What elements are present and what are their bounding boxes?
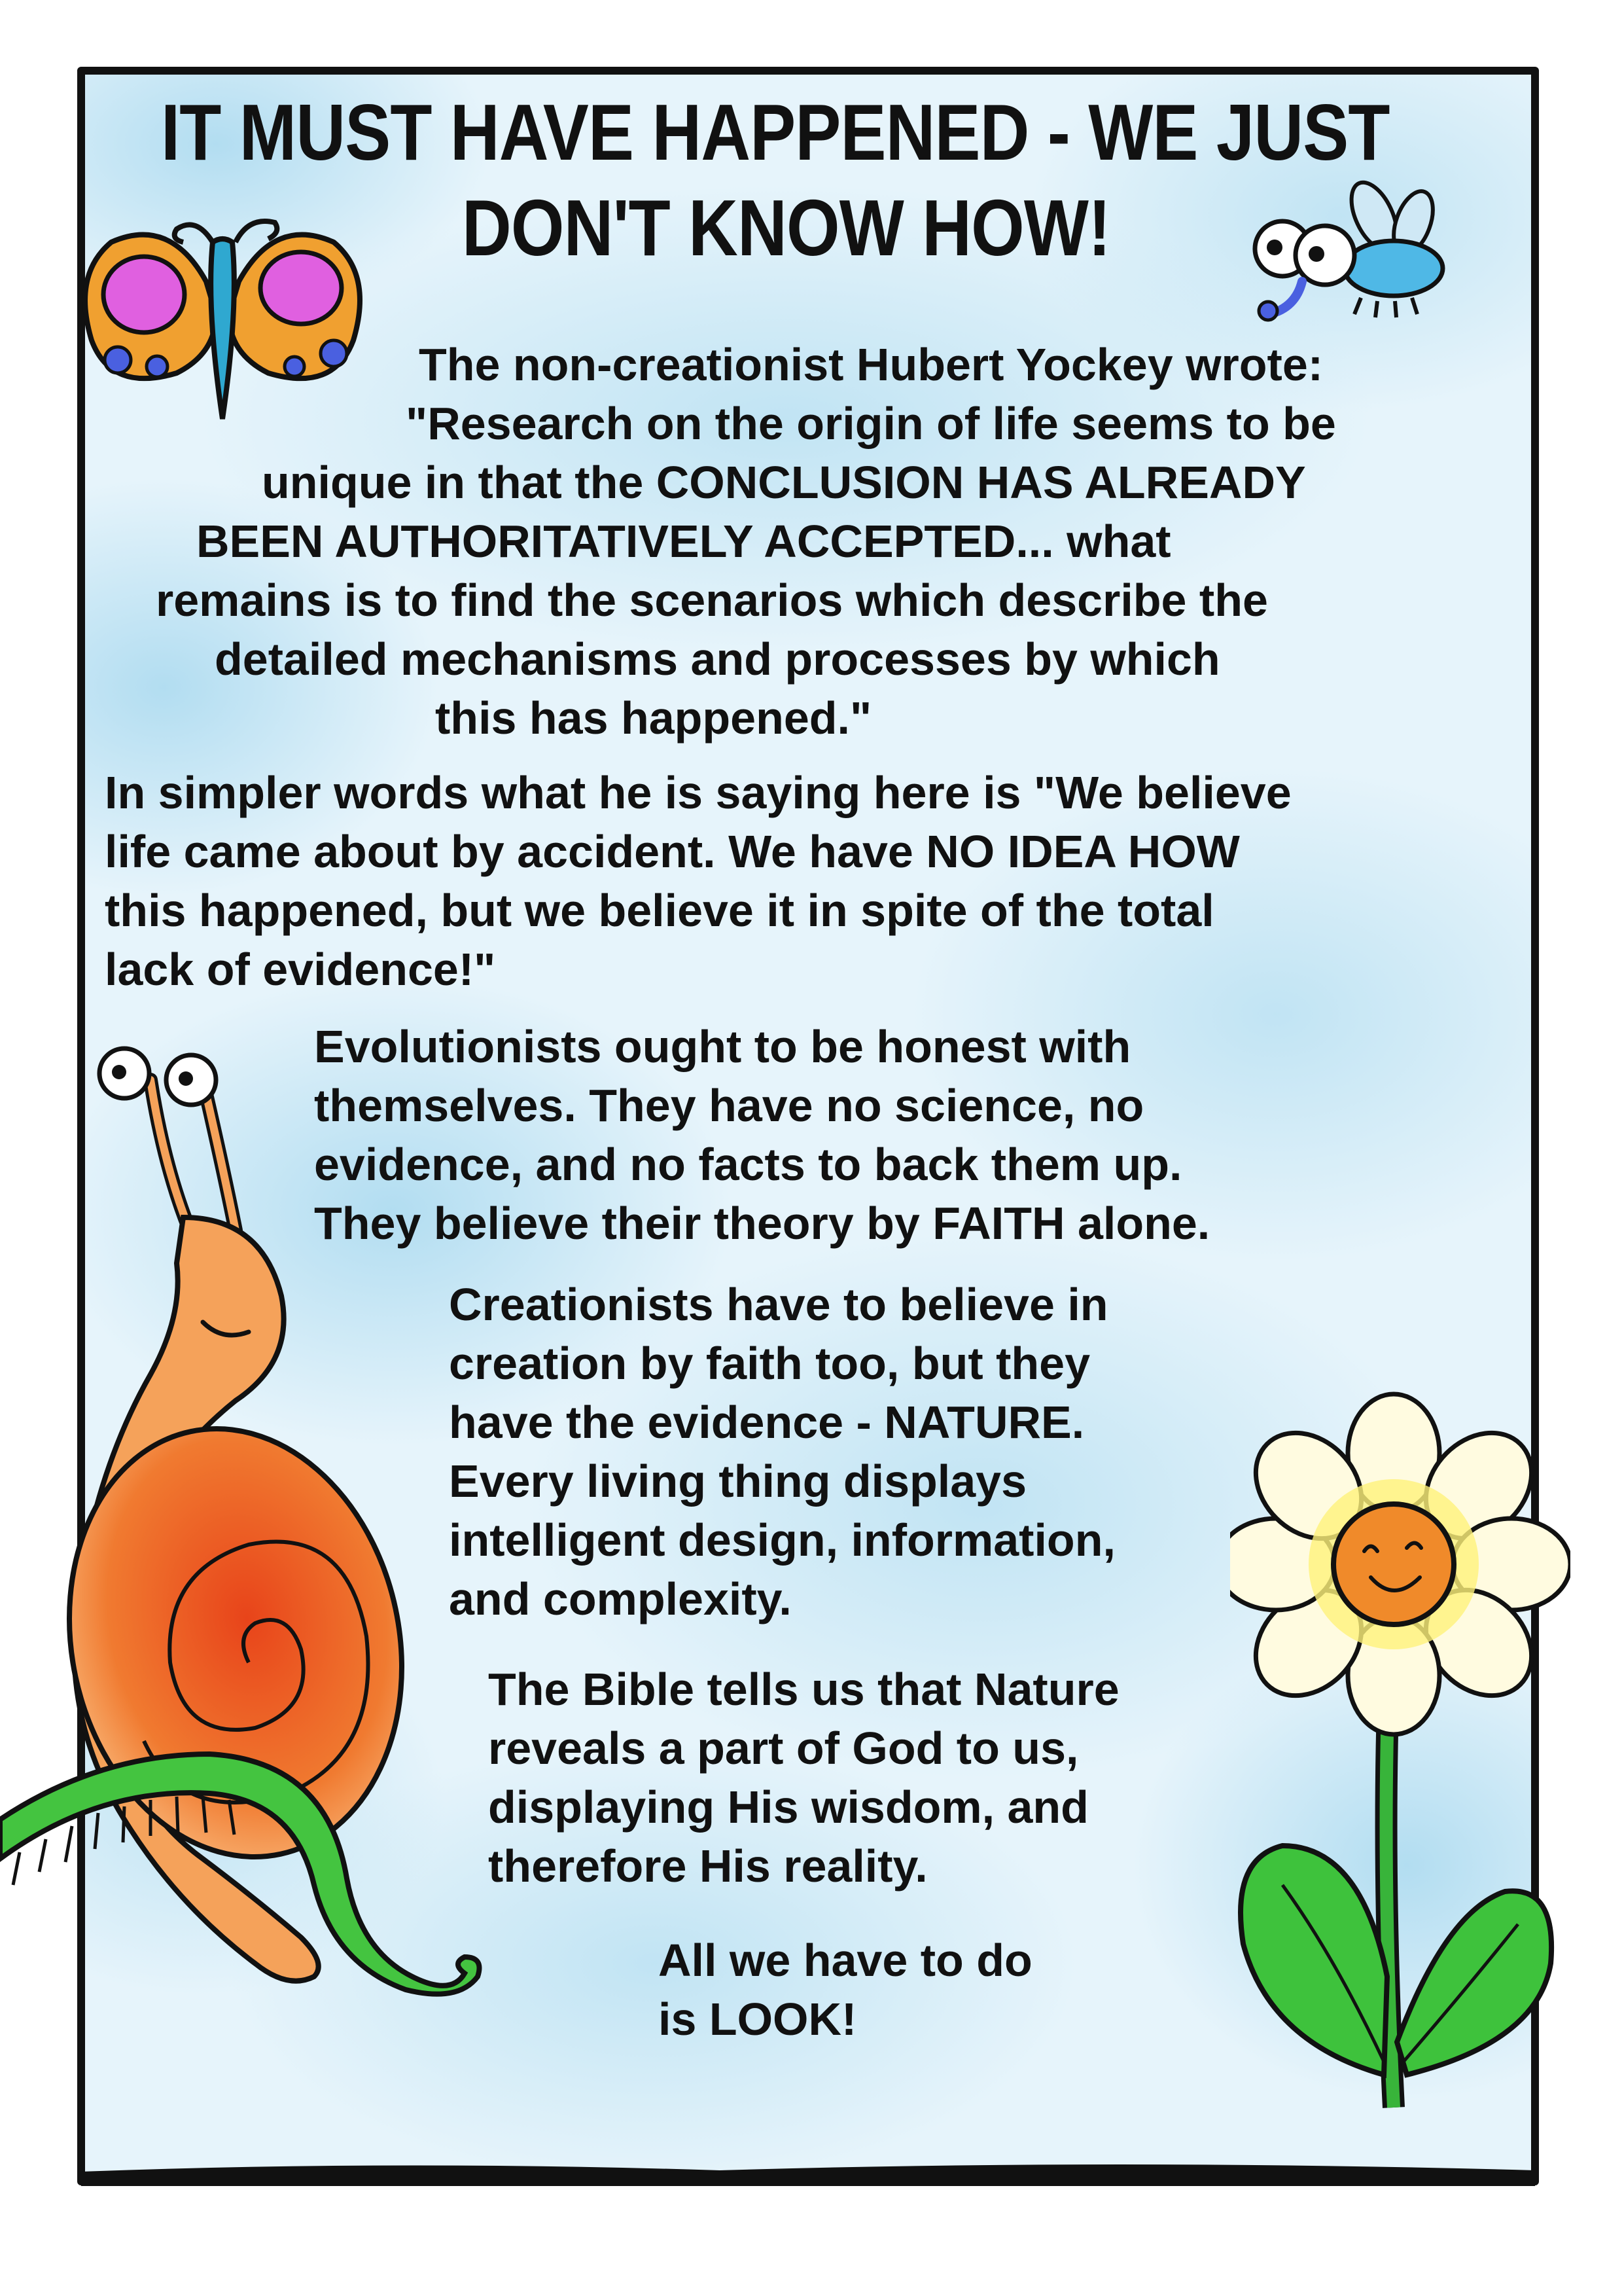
grass-blade-illustration	[0, 1715, 523, 2055]
quote-line-4: BEEN AUTHORITATIVELY ACCEPTED... what	[196, 516, 1171, 567]
evolutionists-line-4: They believe their theory by FAITH alone.	[314, 1198, 1210, 1249]
butterfly-illustration	[72, 203, 386, 452]
evolutionists-line-2: themselves. They have no science, no	[314, 1080, 1144, 1131]
closing-line-1: All we have to do	[658, 1935, 1033, 1986]
creationists-line-5: intelligent design, information,	[449, 1515, 1116, 1566]
simpler-line-4: lack of evidence!"	[105, 944, 496, 995]
creationists-line-1: Creationists have to believe in	[449, 1279, 1108, 1330]
bible-line-1: The Bible tells us that Nature	[488, 1664, 1120, 1715]
creationists-line-3: have the evidence - NATURE.	[449, 1397, 1085, 1448]
quote-line-3: unique in that the CONCLUSION HAS ALREADY	[262, 457, 1306, 508]
page-title-line-1: IT MUST HAVE HAPPENED - WE JUST	[161, 88, 1390, 177]
bible-line-3: displaying His wisdom, and	[488, 1782, 1089, 1833]
closing-line-2: is LOOK!	[658, 1994, 857, 2045]
bible-line-2: reveals a part of God to us,	[488, 1723, 1079, 1774]
simpler-line-1: In simpler words what he is saying here is "We believe	[105, 767, 1292, 818]
quote-line-6: detailed mechanisms and processes by which	[215, 634, 1220, 685]
evolutionists-line-3: evidence, and no facts to back them up.	[314, 1139, 1182, 1190]
quote-line-7: this has happened."	[435, 692, 872, 744]
daisy-flower-illustration	[1230, 1388, 1570, 2127]
creationists-line-6: and complexity.	[449, 1573, 792, 1624]
creationists-line-4: Every living thing displays	[449, 1456, 1027, 1507]
quote-line-1: The non-creationist Hubert Yockey wrote:	[419, 339, 1324, 390]
simpler-line-3: this happened, but we believe it in spite of the total	[105, 885, 1214, 936]
bible-line-4: therefore His reality.	[488, 1840, 928, 1892]
simpler-line-2: life came about by accident. We have NO IDEA HOW	[105, 826, 1240, 877]
fly-illustration	[1250, 177, 1466, 340]
quote-line-5: remains is to find the scenarios which describe the	[156, 575, 1268, 626]
page-title-line-2: DON'T KNOW HOW!	[462, 183, 1111, 272]
quote-line-2: "Research on the origin of life seems to be	[406, 398, 1336, 449]
creationists-line-2: creation by faith too, but they	[449, 1338, 1091, 1389]
evolutionists-line-1: Evolutionists ought to be honest with	[314, 1021, 1131, 1072]
